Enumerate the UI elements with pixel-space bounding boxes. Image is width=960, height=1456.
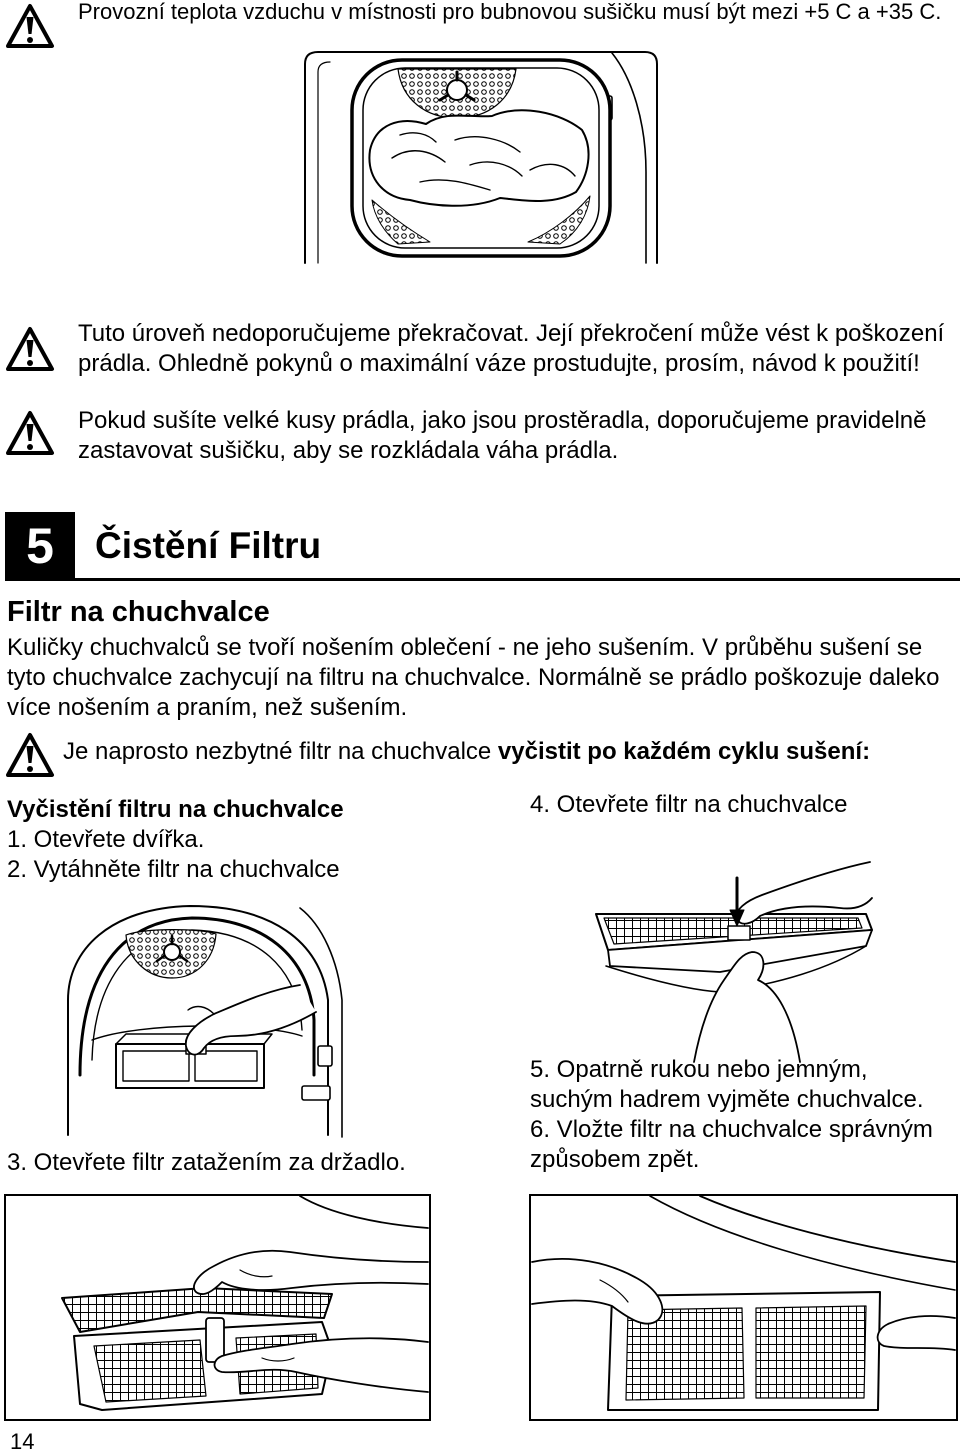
paragraph-line: více nošením a praním, než sušením. [7,694,408,721]
drum-hub [164,944,180,960]
door-hinge-edge [612,53,646,263]
lint-filter-paragraph [7,633,940,723]
warning-line: Provozní teplota vzduchu v místnosti pro bubnovou sušičku musí být mezi +5 C a +35 C. [78,0,942,24]
laundry [369,110,588,205]
pull-out-filter-illustration [62,900,347,1140]
paragraph-line: tyto chuchvalce zachycují na filtru na chuchvalce. Normálně se prádlo poškozuje daleko [7,664,940,691]
drum-hub [447,80,467,100]
lint-filter-heading: Filtr na chuchvalce [7,596,270,628]
important-cleaning-notice [63,737,870,767]
step-line: způsobem zpět. [530,1146,700,1173]
important-emphasis: vyčistit po každém cyklu sušení: [497,738,871,765]
door-latch-tab [302,1086,330,1100]
step-2: 2. Vytáhněte filtr na chuchvalce [7,856,340,883]
open-filter-illustration [592,855,876,1065]
page-number: 14 [10,1429,35,1454]
paragraph-line: Kuličky chuchvalců se tvoří nošením oblečení - ne jeho sušením. V průběhu sušení se [7,634,923,661]
section-number-badge: 5 [5,512,75,581]
warning-large-items [78,406,926,466]
warning-icon [5,732,55,778]
door-latch-tab [318,1046,332,1066]
important-text: Je naprosto nezbytné filtr na chuchvalce [63,738,498,765]
clean-filter-illustration [528,1193,960,1423]
step-1: 1. Otevřete dvířka. [7,826,205,853]
warning-line: prádla. Ohledně pokynů o maximální váze prostudujte, prosím, návod k použití! [78,350,920,377]
step-3: 3. Otevřete filtr zatažením za držadlo. [7,1149,406,1176]
step-line: suchým hadrem vyjměte chuchvalce. [530,1086,924,1113]
warning-icon [5,326,55,372]
step-line: 6. Vložte filtr na chuchvalce správným [530,1116,933,1143]
warning-icon [5,3,55,49]
section-rule [75,578,960,581]
open-filter-handle-illustration [3,1193,433,1423]
warning-line: Pokud sušíte velké kusy prádla, jako jsou prostěradla, doporučujeme pravidelně [78,407,927,434]
step-line: 5. Opatrně rukou nebo jemným, [530,1056,868,1083]
steps-5-6 [530,1055,933,1175]
section-title: Čistění Filtru [95,525,322,566]
warning-line: Tuto úroveň nedoporučujeme překračovat. Její překročení může vést k poškození [78,320,945,347]
warning-operating-temperature [78,0,941,24]
warning-line: zastavovat sušičku, aby se rozkládala váha prádla. [78,437,619,464]
warning-max-load [78,319,944,379]
filter-catch [728,926,750,940]
cleaning-heading: Vyčistění filtru na chuchvalce [7,796,344,823]
dryer-drum-with-laundry-illustration [300,48,662,268]
warning-icon [5,410,55,456]
door-hinge-edge [300,908,342,1137]
step-4: 4. Otevřete filtr na chuchvalce [530,791,848,818]
